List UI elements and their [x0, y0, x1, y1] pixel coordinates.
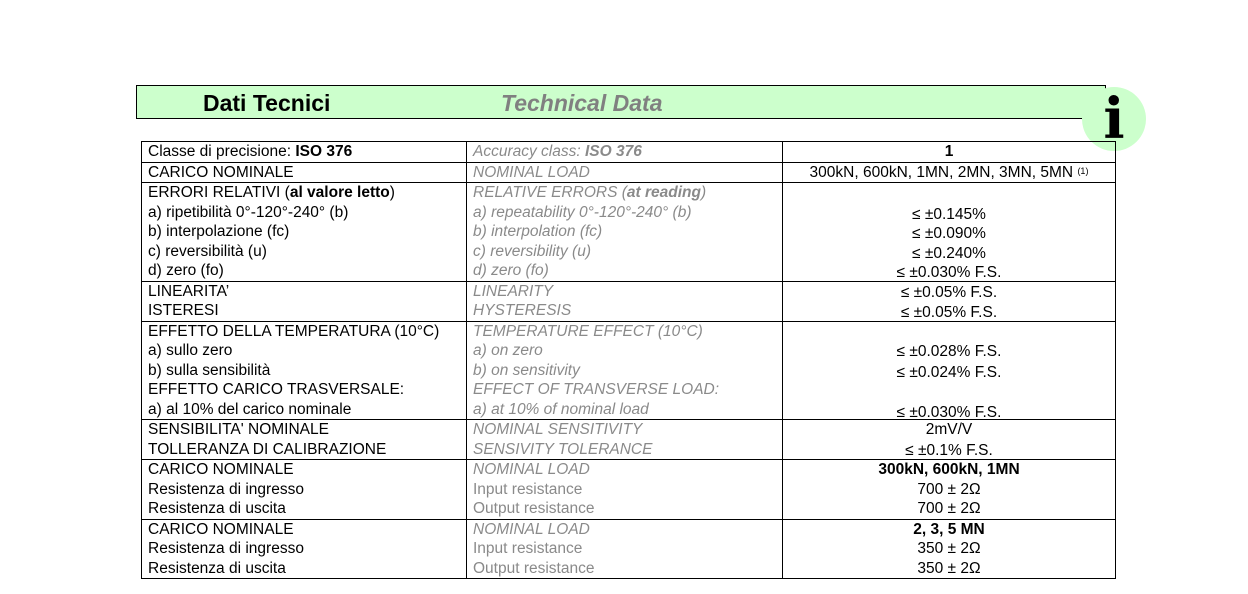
cell-value	[783, 162, 1116, 183]
table-row	[142, 460, 1116, 520]
sensitivity-it-line: SENSIBILITA' NOMINALE	[148, 421, 329, 438]
tolerance-value: ≤ ±0.1% F.S.	[905, 441, 993, 459]
errors-en-line: c) reversibility (u)	[473, 242, 591, 260]
linearity-en-line: LINEARITY	[473, 282, 554, 300]
resistance-a-output: 700 ± 2Ω	[917, 500, 981, 517]
resistance-b-it-line: CARICO NOMINALE	[148, 520, 294, 538]
nominal-load-value: 300kN, 600kN, 1MN, 2MN, 3MN, 5MN	[809, 163, 1074, 181]
accuracy-value: 1	[783, 142, 1116, 163]
temperature-value: ≤ ±0.028% F.S.	[896, 343, 1002, 360]
resistance-b-output: 350 ± 2Ω	[917, 559, 981, 577]
cell-it	[142, 183, 467, 282]
temperature-it-line: b) sulla sensibilità	[148, 361, 271, 379]
temperature-it-line: a) al 10% del carico nominale	[148, 400, 352, 418]
resistance-b-en-line: NOMINAL LOAD	[473, 520, 590, 538]
cell-value	[783, 460, 1116, 520]
table-row	[142, 281, 1116, 321]
temperature-en-line: b) on sensitivity	[473, 361, 580, 379]
table-row	[142, 321, 1116, 420]
cell-value	[783, 420, 1116, 460]
errors-head-en: RELATIVE ERRORS (	[473, 184, 627, 201]
linearity-it-line: LINEARITA’	[148, 282, 230, 300]
spec-table	[141, 141, 1116, 579]
errors-head-it-end: )	[389, 184, 395, 201]
cell-en	[467, 142, 783, 163]
errors-en-line: a) repeatability 0°-120°-240° (b)	[473, 203, 692, 221]
temperature-it-line: EFFETTO CARICO TRASVERSALE:	[148, 381, 405, 398]
footnote-marker: (1)	[1077, 165, 1089, 176]
errors-it-line: d) zero (fo)	[148, 262, 224, 279]
errors-it-line: b) interpolazione (fc)	[148, 223, 290, 240]
accuracy-en-value: ISO 376	[584, 143, 642, 160]
cell-en	[467, 420, 783, 460]
sensitivity-value: 2mV/V	[925, 421, 973, 438]
resistance-b-load: 2, 3, 5 MN	[913, 520, 985, 538]
resistance-b-en-line: Output resistance	[473, 559, 595, 577]
temperature-en-line: a) at 10% of nominal load	[473, 400, 649, 418]
errors-head-it-bold: al valore letto	[289, 184, 390, 201]
errors-value: ≤ ±0.030% F.S.	[896, 264, 1002, 281]
cell-value	[783, 519, 1116, 579]
temperature-value: ≤ ±0.030% F.S.	[896, 403, 1002, 420]
table-row	[142, 142, 1116, 163]
cell-value	[783, 281, 1116, 321]
table-row	[142, 519, 1116, 579]
resistance-a-it-line: Resistenza di ingresso	[148, 480, 304, 498]
info-icon-glyph: i	[1103, 86, 1125, 152]
table-row	[142, 162, 1116, 183]
cell-en	[467, 460, 783, 520]
resistance-a-load: 300kN, 600kN, 1MN	[878, 461, 1020, 478]
linearity-en-line: HYSTERESIS	[473, 302, 572, 319]
linearity-it-line: ISTERESI	[148, 302, 219, 319]
temperature-value: ≤ ±0.024% F.S.	[896, 363, 1002, 381]
cell-it	[142, 142, 467, 163]
cell-it	[142, 420, 467, 460]
cell-value	[783, 321, 1116, 420]
cell-value	[783, 183, 1116, 282]
errors-head-it: ERRORI RELATIVI (	[148, 184, 290, 201]
accuracy-en-label: Accuracy class:	[473, 143, 585, 160]
errors-value: ≤ ±0.145%	[912, 205, 986, 223]
sensitivity-it-line: TOLLERANZA DI CALIBRAZIONE	[148, 440, 387, 458]
cell-en	[467, 321, 783, 420]
errors-en-line: b) interpolation (fc)	[473, 223, 603, 240]
cell-en	[467, 183, 783, 282]
cell-en	[467, 519, 783, 579]
title-english: Technical Data	[501, 90, 663, 116]
sensitivity-en-line: NOMINAL SENSITIVITY	[473, 421, 643, 438]
errors-head-en-end: )	[700, 184, 707, 201]
errors-value: ≤ ±0.090%	[912, 225, 986, 242]
temperature-en-line: a) on zero	[473, 342, 543, 359]
resistance-a-en-line: Input resistance	[473, 480, 583, 498]
temperature-it-line: EFFETTO DELLA TEMPERATURA (10°C)	[148, 322, 440, 340]
nominal-load-it: CARICO NOMINALE	[142, 162, 467, 183]
hysteresis-value: ≤ ±0.05% F.S.	[900, 304, 998, 321]
resistance-a-en-line: NOMINAL LOAD	[473, 461, 590, 478]
linearity-value: ≤ ±0.05% F.S.	[900, 283, 998, 301]
table-row	[142, 183, 1116, 282]
resistance-b-en-line: Input resistance	[473, 540, 583, 557]
resistance-a-input: 700 ± 2Ω	[917, 480, 981, 498]
header-banner	[136, 85, 1106, 119]
nominal-load-en: NOMINAL LOAD	[467, 162, 783, 183]
temperature-en-line: EFFECT OF TRANSVERSE LOAD:	[473, 381, 720, 398]
accuracy-it-label: Classe di precisione:	[148, 143, 296, 160]
errors-en-line: d) zero (fo)	[473, 262, 549, 279]
errors-it-line: c) reversibilità (u)	[148, 242, 267, 260]
title-italian: Dati Tecnici	[203, 90, 331, 116]
accuracy-it-value: ISO 376	[295, 143, 353, 160]
resistance-b-input: 350 ± 2Ω	[917, 540, 981, 557]
errors-it-line: a) ripetibilità 0°-120°-240° (b)	[148, 203, 349, 221]
temperature-it-line: a) sullo zero	[148, 342, 233, 359]
errors-value: ≤ ±0.240%	[912, 244, 986, 262]
resistance-b-it-line: Resistenza di ingresso	[148, 540, 304, 557]
cell-it	[142, 460, 467, 520]
temperature-en-line: TEMPERATURE EFFECT (10°C)	[473, 322, 703, 340]
cell-it	[142, 519, 467, 579]
errors-head-en-bold: at reading	[626, 184, 701, 201]
cell-en	[467, 281, 783, 321]
resistance-a-it-line: Resistenza di uscita	[148, 500, 286, 517]
resistance-b-it-line: Resistenza di uscita	[148, 559, 286, 577]
resistance-a-en-line: Output resistance	[473, 500, 595, 517]
cell-it	[142, 321, 467, 420]
sensitivity-en-line: SENSIVITY TOLERANCE	[473, 440, 653, 458]
table-row	[142, 420, 1116, 460]
resistance-a-it-line: CARICO NOMINALE	[148, 461, 294, 478]
cell-it	[142, 281, 467, 321]
